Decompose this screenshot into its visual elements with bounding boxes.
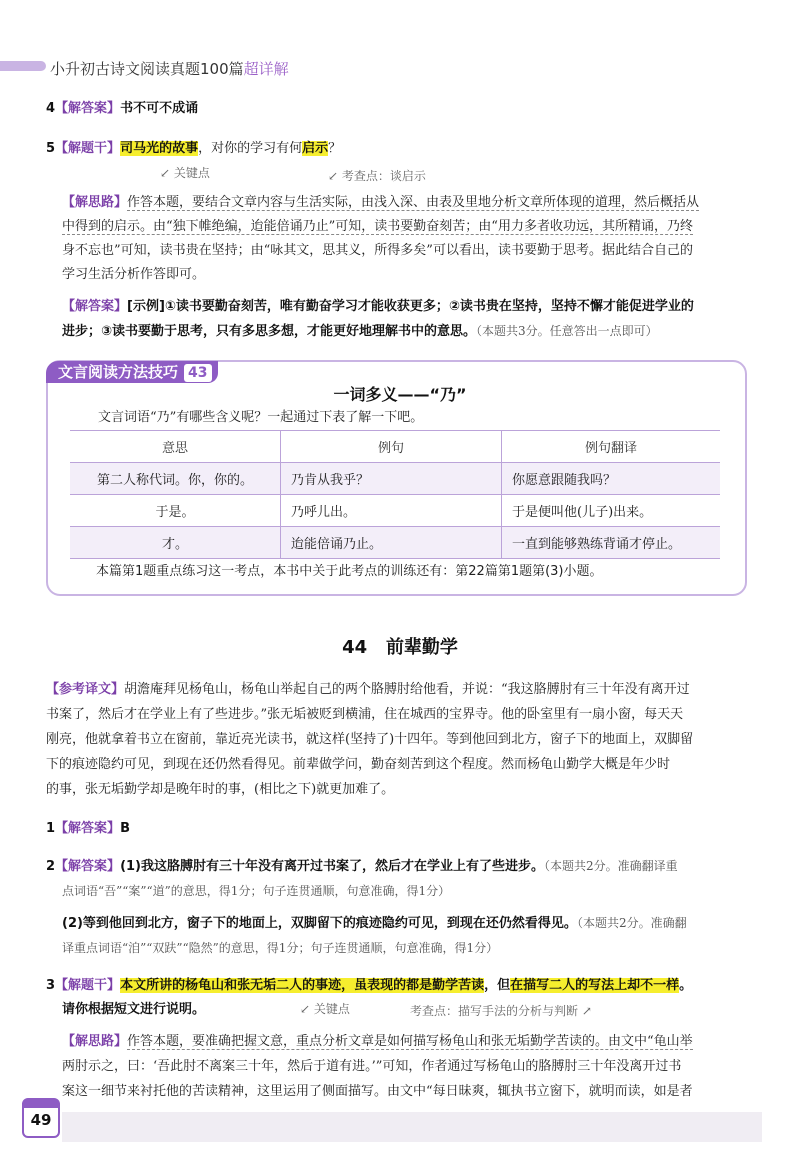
table-header-row [70,431,720,463]
header-stripe [0,61,46,71]
method-footer: 本篇第1题重点练习这一考点，本书中关于此考点的训练还有：第22篇第1题第(3)小题。 [96,564,603,579]
a3-thinking-1: 【解思路】作答本题，要准确把握文意，重点分析文章是如何描写杨龟山和张无垢勤学苦读的。由文中“龟山举 [62,1034,693,1049]
footer-band [62,1112,762,1142]
book-title-accent: 超详解 [243,60,289,78]
table-row: 才。 迨能倍诵乃止。 一直到能够熟练背诵才停止。 [70,527,720,559]
q5-annot-point: ↙ 考查点：谈启示 [328,169,426,183]
table-row: 第二人称代词。你，你的。 乃肯从我乎？ 你愿意跟随我吗？ [70,463,720,495]
page-number: 49 [22,1098,60,1138]
polysemy-table [70,430,720,559]
a3-question-2: 请你根据短文进行说明。 [62,1002,206,1017]
a3-annot-point: 考查点：描写手法的分析与判断 ↗ [410,1004,592,1018]
method-intro: 文言词语“乃”有哪些含义呢？一起通过下表了解一下吧。 [98,410,424,425]
col-translation: 例句翻译 [502,431,721,463]
a3-thinking-2: 两肘示之，曰：‘吾此肘不离案三十年，然后于道有进。’”可知，作者通过写杨龟山的胳膊肘三十年没离开过书 [62,1059,682,1074]
a3-thinking-3: 案这一细节来衬托他的苦读精神，这里运用了侧面描写。由文中“每日昧爽，辄执书立窗下，就明而读，如是者 [62,1084,693,1099]
book-title: 小升初古诗文阅读真题100篇超详解 [50,60,289,78]
q5-thinking-4: 学习生活分析作答即可。 [62,267,206,282]
method-label: 文言阅读方法技巧 43 [46,361,218,383]
translation-line-2: 书案了，然后才在学业上有了些进步。”张无垢被贬到横浦，住在城西的宝界寺。他的卧室里有一扇小窗，每天天 [46,707,684,722]
a1-answer: 1【解答案】B [46,821,130,836]
translation-line-5: 的事，张无垢勤学却是晚年时的事，(相比之下)就更加难了。 [46,782,395,797]
a2-answer-1-cont: 点词语“吾”“案”“道”的意思，得1分；句子连贯通顺，句意准确，得1分） [62,884,451,898]
translation-line-3: 刚亮，他就拿着书立在窗前，靠近亮光读书，就这样(坚持了)十四年。等到他回到北方，窗子下的地面上，双脚留 [46,732,694,747]
method-title: 一词多义——“乃” [333,385,467,404]
a3-annot-key: ↙ 关键点 [300,1002,350,1016]
section-title: 44 前辈勤学 [342,637,458,658]
a2-answer-2: (2)等到他回到北方，窗子下的地面上，双脚留下的痕迹隐约可见，到现在还仍然看得见。（本题共2分。准确翻 [62,916,687,931]
a2-answer-2-cont: 译重点词语“洎”“双趺”“隐然”的意思，得1分；句子连贯通顺，句意准确，得1分） [62,941,499,955]
a3-question: 3【解题干】本文所讲的杨龟山和张无垢二人的事迹，虽表现的都是勤学苦读，但在描写二人的写法上却不一样。 [46,978,693,993]
q5-thinking-3: 身不忘也”可知，读书贵在坚持；由“咏其文，思其义，所得多矣”可以看出，读书要勤于思考。据此结合自己的 [62,243,693,258]
q5-thinking-1: 【解思路】作答本题，要结合文章内容与生活实际，由浅入深、由表及里地分析文章所体现的道理，然后概括从 [62,195,700,210]
q5-answer-2: 进步；③读书要勤于思考，只有多思多想，才能更好地理解书中的意思。（本题共3分。任意答出一点即可） [62,324,658,339]
translation-line-1: 【参考译文】胡澹庵拜见杨龟山，杨龟山举起自己的两个胳膊肘给他看，并说：“我这胳膊肘有三十年没有离开过 [46,682,690,697]
q5-answer-1: 【解答案】[示例]①读书要勤奋刻苦，唯有勤奋学习才能收获更多；②读书贵在坚持，坚持不懈才能促进学业的 [62,299,694,314]
a2-answer-1: 2【解答案】(1)我这胳膊肘有三十年没有离开过书案了，然后才在学业上有了些进步。（本题共2分。准确翻译重 [46,859,678,874]
method-number-badge: 43 [184,364,211,382]
q4-answer: 4【解答案】书不可不成诵 [46,101,199,116]
q5-thinking-2: 中得到的启示。由“独下帷绝编，迨能倍诵乃止”可知，读书要勤奋刻苦；由“用力多者收功远，其所精诵，乃终 [62,219,693,234]
table-row: 于是。 乃呼儿出。 于是便叫他(儿子)出来。 [70,495,720,527]
q5-question: 5【解题干】司马光的故事，对你的学习有何启示？ [46,141,342,156]
translation-line-4: 下的痕迹隐约可见，到现在还仍然看得见。前辈做学问，勤奋刻苦到这个程度。然而杨龟山勤学大概是年少时 [46,757,671,772]
col-meaning: 意思 [70,431,281,463]
q5-annot-key: ↙ 关键点 [160,166,210,180]
col-example: 例句 [281,431,502,463]
